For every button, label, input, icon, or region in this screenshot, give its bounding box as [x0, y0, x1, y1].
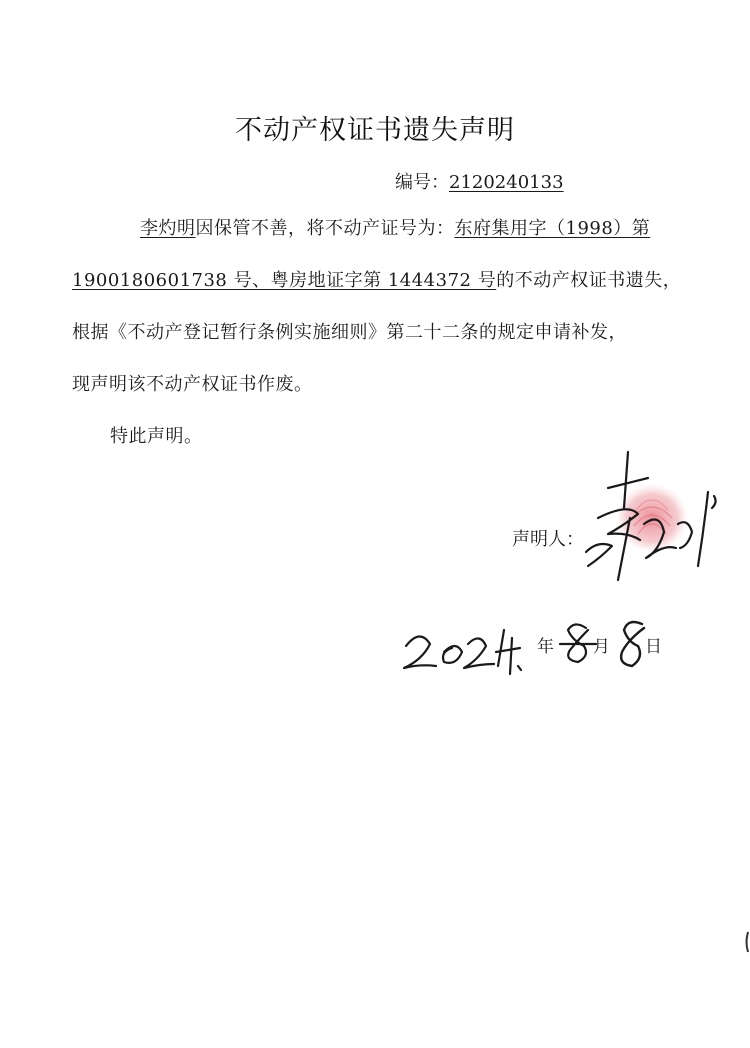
certificate-number-part-2: 1900180601738 号、粤房地证字第 1444372 号	[72, 270, 497, 291]
number-label: 编号：	[395, 172, 449, 193]
document-number	[395, 168, 564, 194]
handwritten-signature	[568, 448, 728, 588]
body-line-2-text: 的不动产权证书遗失，	[496, 270, 682, 291]
certificate-number-part-1: 东府集用字（1998）第	[454, 218, 651, 239]
body-line-4: 现声明该不动产权证书作废。	[72, 374, 313, 395]
handwritten-month	[558, 618, 598, 668]
body-line-1	[140, 214, 650, 240]
month-label: 月	[593, 637, 610, 657]
day-label: 日	[645, 637, 662, 657]
declarant-name: 李灼明	[140, 218, 196, 239]
closing-statement: 特此声明。	[110, 426, 203, 447]
signature-date	[400, 616, 690, 686]
body-line-2	[72, 266, 681, 292]
document-title: 不动产权证书遗失声明	[235, 115, 515, 146]
number-value: 2120240133	[449, 172, 564, 193]
year-label: 年	[537, 637, 554, 657]
body-line-1-text: 因保管不善，将不动产证号为：	[195, 218, 455, 239]
scan-edge-mark	[744, 930, 750, 954]
body-line-3: 根据《不动产登记暂行条例实施细则》第二十二条的规定申请补发，	[72, 322, 627, 343]
declarant-label: 声明人：	[512, 529, 584, 550]
handwritten-year	[400, 622, 530, 682]
